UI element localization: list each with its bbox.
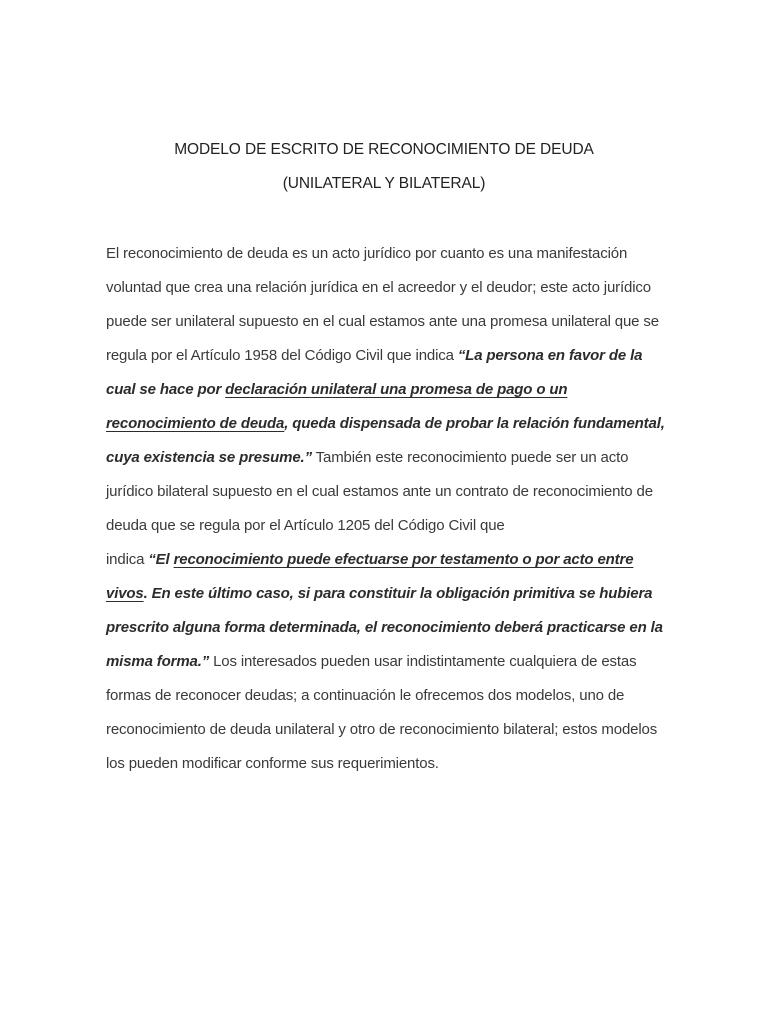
quoted-article-run: cual se hace por xyxy=(106,381,226,398)
text-line xyxy=(106,747,662,781)
text-line xyxy=(106,543,662,577)
text-line xyxy=(106,441,662,475)
quoted-article-run: cuya existencia se presume.” xyxy=(106,449,312,466)
text-line xyxy=(106,475,662,509)
text-line xyxy=(106,577,662,611)
title-line-2: (UNILATERAL Y BILATERAL) xyxy=(282,175,486,192)
text-run: jurídico bilateral supuesto en el cual estamos ante un contrato de reconocimiento de xyxy=(106,483,653,500)
text-line xyxy=(106,237,662,271)
text-line xyxy=(106,645,662,679)
text-run: Los interesados pueden usar indistintamente cualquiera de estas xyxy=(209,653,637,670)
text-line xyxy=(106,305,662,339)
quoted-article-run: prescrito alguna forma determinada, el reconocimiento deberá practicarse en la xyxy=(106,619,663,636)
quoted-article-run: . En este último caso, si para constituir la obligación primitiva se hubiera xyxy=(143,585,653,602)
quoted-article-run: declaración unilateral una promesa de pago o un xyxy=(225,381,568,398)
text-run: reconocimiento de deuda unilateral y otro de reconocimiento bilateral; estos modelos xyxy=(106,721,658,738)
text-line xyxy=(106,339,662,373)
text-line xyxy=(106,679,662,713)
text-line xyxy=(106,373,662,407)
quoted-article-run: misma forma.” xyxy=(106,653,210,670)
text-run: los pueden modificar conforme sus requerimientos. xyxy=(106,755,439,772)
body-paragraph xyxy=(106,237,665,781)
text-run: regula por el Artículo 1958 del Código Civil que indica xyxy=(106,347,458,364)
text-run: También este reconocimiento puede ser un acto xyxy=(311,449,629,466)
text-line xyxy=(106,271,662,305)
text-line xyxy=(106,509,662,543)
text-line xyxy=(106,407,665,441)
text-line xyxy=(106,713,662,747)
text-run: voluntad que crea una relación jurídica en el acreedor y el deudor; este acto jurídico xyxy=(106,279,651,296)
text-run: El reconocimiento de deuda es un acto jurídico por cuanto es una manifestación xyxy=(106,245,628,262)
text-run: puede ser unilateral supuesto en el cual estamos ante una promesa unilateral que se xyxy=(106,313,659,330)
document-title xyxy=(0,140,768,208)
quoted-article-run: vivos xyxy=(106,585,144,602)
quoted-article-run: , queda dispensada de probar la relación fundamental, xyxy=(284,415,665,432)
text-run: deuda que se regula por el Artículo 1205 del Código Civil que xyxy=(106,517,505,534)
text-run: indica xyxy=(106,551,149,568)
quoted-article-run: reconocimiento de deuda xyxy=(106,415,285,432)
quoted-article-run: reconocimiento puede efectuarse por testamento o por acto entre xyxy=(173,551,634,568)
quoted-article-run: “La persona en favor de la xyxy=(457,347,643,364)
quoted-article-run: “El xyxy=(148,551,174,568)
text-run: formas de reconocer deudas; a continuación le ofrecemos dos modelos, uno de xyxy=(106,687,625,704)
title-line-1: MODELO DE ESCRITO DE RECONOCIMIENTO DE DEUDA xyxy=(174,141,594,158)
text-line xyxy=(106,611,662,645)
